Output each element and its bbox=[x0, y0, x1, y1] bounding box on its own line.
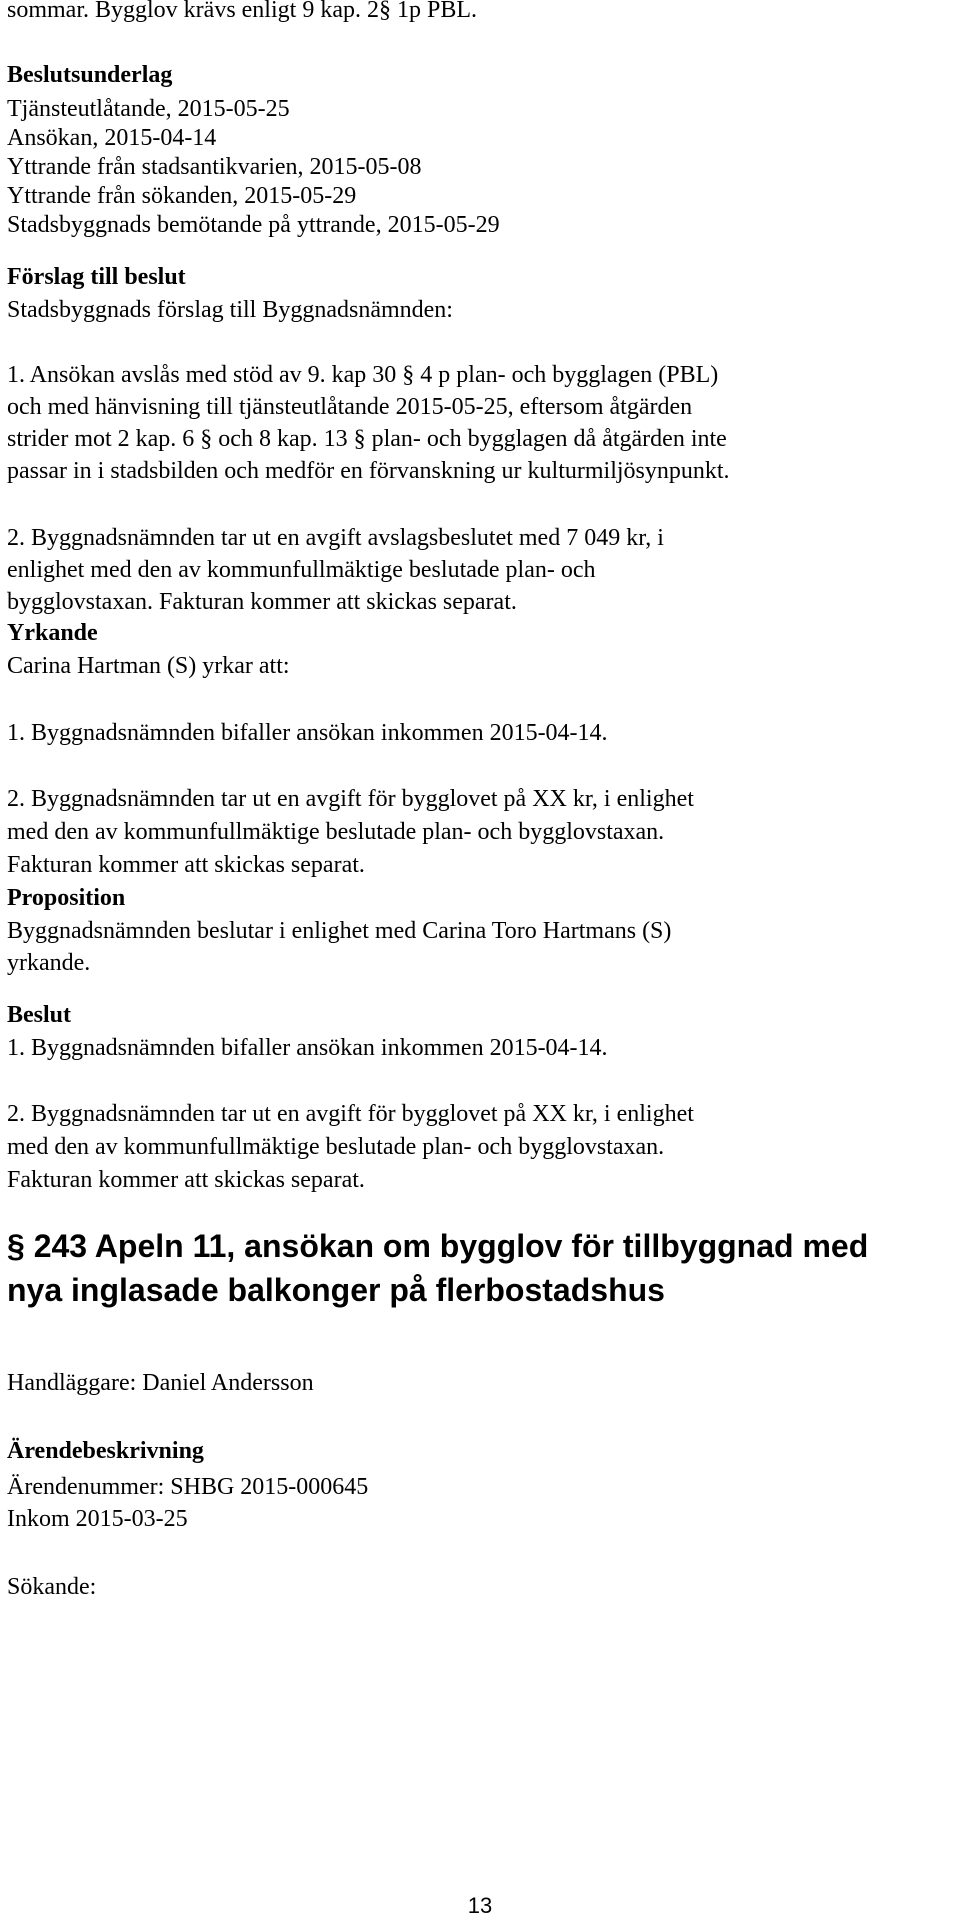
yrkande-p2-line: 2. Byggnadsnämnden tar ut en avgift för bygglovet på XX kr, i enlighet bbox=[7, 786, 694, 812]
forslag-intro: Stadsbyggnads förslag till Byggnadsnämnden: bbox=[7, 297, 453, 323]
beslutsunderlag-item: Yttrande från sökanden, 2015-05-29 bbox=[7, 183, 357, 209]
page-number: 13 bbox=[467, 1893, 493, 1918]
top-line: sommar. Bygglov krävs enligt 9 kap. 2§ 1p PBL. bbox=[7, 0, 477, 23]
beslut-p2-line: 2. Byggnadsnämnden tar ut en avgift för bygglovet på XX kr, i enlighet bbox=[7, 1101, 694, 1127]
yrkande-heading: Yrkande bbox=[7, 620, 98, 646]
beslut-p1: 1. Byggnadsnämnden bifaller ansökan inkommen 2015-04-14. bbox=[7, 1035, 608, 1061]
yrkande-p2-line: med den av kommunfullmäktige beslutade plan- och bygglovstaxan. bbox=[7, 819, 665, 845]
forslag-p2-line: 2. Byggnadsnämnden tar ut en avgift avslagsbeslutet med 7 049 kr, i bbox=[7, 525, 664, 551]
yrkande-p2-line: Fakturan kommer att skickas separat. bbox=[7, 852, 365, 878]
sokande-label: Sökande: bbox=[7, 1574, 97, 1600]
beslut-p2-line: Fakturan kommer att skickas separat. bbox=[7, 1167, 365, 1193]
beslutsunderlag-heading: Beslutsunderlag bbox=[7, 62, 173, 88]
beslutsunderlag-item: Ansökan, 2015-04-14 bbox=[7, 125, 217, 151]
forslag-p1-line: strider mot 2 kap. 6 § och 8 kap. 13 § plan- och bygglagen då åtgärden inte bbox=[7, 426, 727, 452]
forslag-p2-line: bygglovstaxan. Fakturan kommer att skickas separat. bbox=[7, 589, 517, 615]
beslutsunderlag-item: Yttrande från stadsantikvarien, 2015-05-08 bbox=[7, 154, 422, 180]
forslag-p1-line: 1. Ansökan avslås med stöd av 9. kap 30 § 4 p plan- och bygglagen (PBL) bbox=[7, 362, 719, 388]
beslut-heading: Beslut bbox=[7, 1002, 72, 1028]
section-243-heading: nya inglasade balkonger på flerbostadshus bbox=[7, 1272, 665, 1308]
arendenummer: Ärendenummer: SHBG 2015-000645 bbox=[7, 1474, 369, 1500]
forslag-p2-line: enlighet med den av kommunfullmäktige beslutade plan- och bbox=[7, 557, 596, 583]
beslut-p2-line: med den av kommunfullmäktige beslutade plan- och bygglovstaxan. bbox=[7, 1134, 665, 1160]
forslag-heading: Förslag till beslut bbox=[7, 264, 186, 290]
inkom-date: Inkom 2015-03-25 bbox=[7, 1506, 188, 1532]
handlaggare: Handläggare: Daniel Andersson bbox=[7, 1370, 314, 1396]
section-243-heading: § 243 Apeln 11, ansökan om bygglov för tillbyggnad med bbox=[7, 1228, 869, 1264]
yrkande-p1: 1. Byggnadsnämnden bifaller ansökan inkommen 2015-04-14. bbox=[7, 720, 608, 746]
proposition-line: yrkande. bbox=[7, 950, 91, 976]
beslutsunderlag-item: Tjänsteutlåtande, 2015-05-25 bbox=[7, 96, 290, 122]
yrkande-intro: Carina Hartman (S) yrkar att: bbox=[7, 653, 290, 679]
arendebeskrivning-heading: Ärendebeskrivning bbox=[7, 1438, 204, 1464]
forslag-p1-line: passar in i stadsbilden och medför en förvanskning ur kulturmiljösynpunkt. bbox=[7, 458, 730, 484]
proposition-heading: Proposition bbox=[7, 885, 126, 911]
beslutsunderlag-item: Stadsbyggnads bemötande på yttrande, 2015-05-29 bbox=[7, 212, 500, 238]
proposition-line: Byggnadsnämnden beslutar i enlighet med Carina Toro Hartmans (S) bbox=[7, 918, 672, 944]
forslag-p1-line: och med hänvisning till tjänsteutlåtande 2015-05-25, eftersom åtgärden bbox=[7, 394, 693, 420]
